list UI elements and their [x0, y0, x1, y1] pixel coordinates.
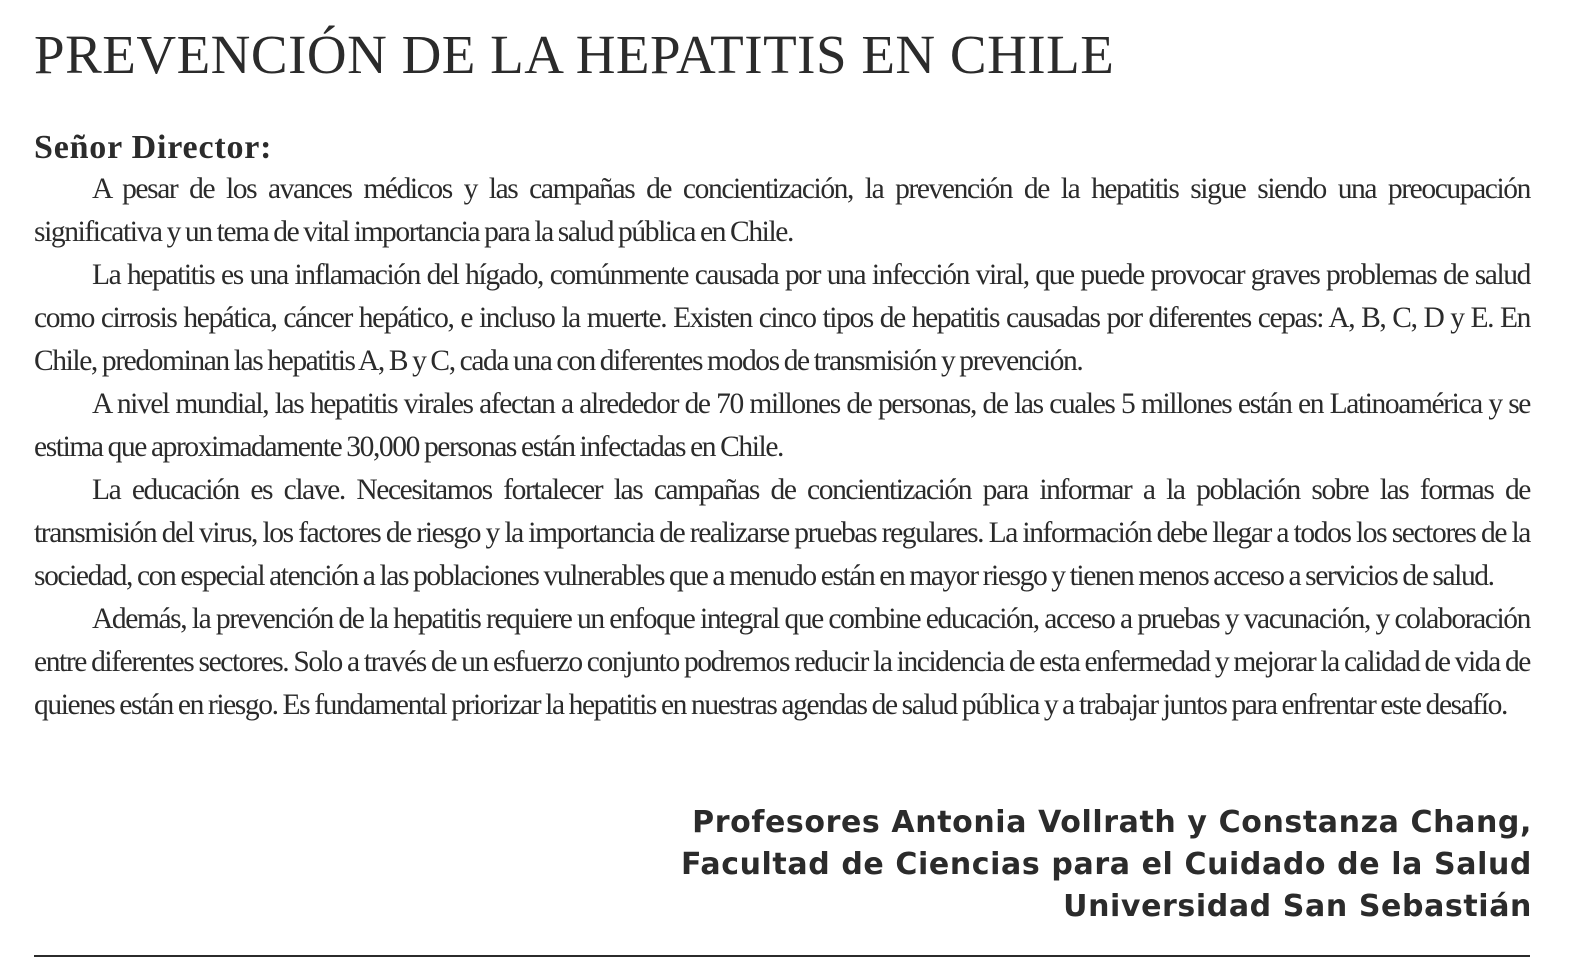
- paragraph: La educación es clave. Necesitamos fortalecer las campañas de concientización para informar a la población sobre las formas de transmisión del virus, los factores de riesgo y la importancia de realizarse pruebas regulares. La información debe llegar a todos los sectores de la sociedad, con especial atención a las poblaciones vulnerables que a menudo están en mayor riesgo y tienen menos acceso a servicios de salud.: [34, 474, 1530, 592]
- paragraph: Además, la prevención de la hepatitis requiere un enfoque integral que combine educación, acceso a pruebas y vacunación, y colaboración entre diferentes sectores. Solo a través de un esfuerzo conjunto podremos reducir la incidencia de esta enfermedad y mejorar la calidad de vida de quienes están en riesgo. Es fundamental priorizar la hepatitis en nuestras agendas de salud pública y a trabajar juntos para enfrentar este desafío.: [34, 603, 1530, 721]
- paragraph: A pesar de los avances médicos y las campañas de concientización, la prevención de la hepatitis sigue siendo una preocupación significativa y un tema de vital importancia para la salud pública en Chile.: [34, 173, 1530, 248]
- paragraph: A nivel mundial, las hepatitis virales afectan a alrededor de 70 millones de personas, de las cuales 5 millones están en Latinoamérica y se estima que aproximadamente 30,000 personas están infectadas en Chile.: [34, 388, 1530, 463]
- signature-authors: Profesores Antonia Vollrath y Constanza Chang,: [692, 805, 1532, 840]
- article-title: PREVENCIÓN DE LA HEPATITIS EN CHILE: [34, 24, 1115, 85]
- signature-block: [681, 802, 1532, 928]
- letter-body: [34, 168, 1530, 727]
- signature-faculty: Facultad de Ciencias para el Cuidado de la Salud: [681, 847, 1532, 882]
- paragraph: La hepatitis es una inflamación del hígado, comúnmente causada por una infección viral, que puede provocar graves problemas de salud como cirrosis hepática, cáncer hepático, e incluso la muerte. Existen cinco tipos de hepatitis causadas por diferentes cepas: A, B, C, D y E. En Chile, predominan las hepatitis A, B y C, cada una con diferentes modos de transmisión y prevención.: [34, 259, 1530, 377]
- bottom-divider: [34, 955, 1530, 957]
- salutation: Señor Director:: [34, 129, 273, 166]
- signature-university: Universidad San Sebastián: [1063, 889, 1532, 924]
